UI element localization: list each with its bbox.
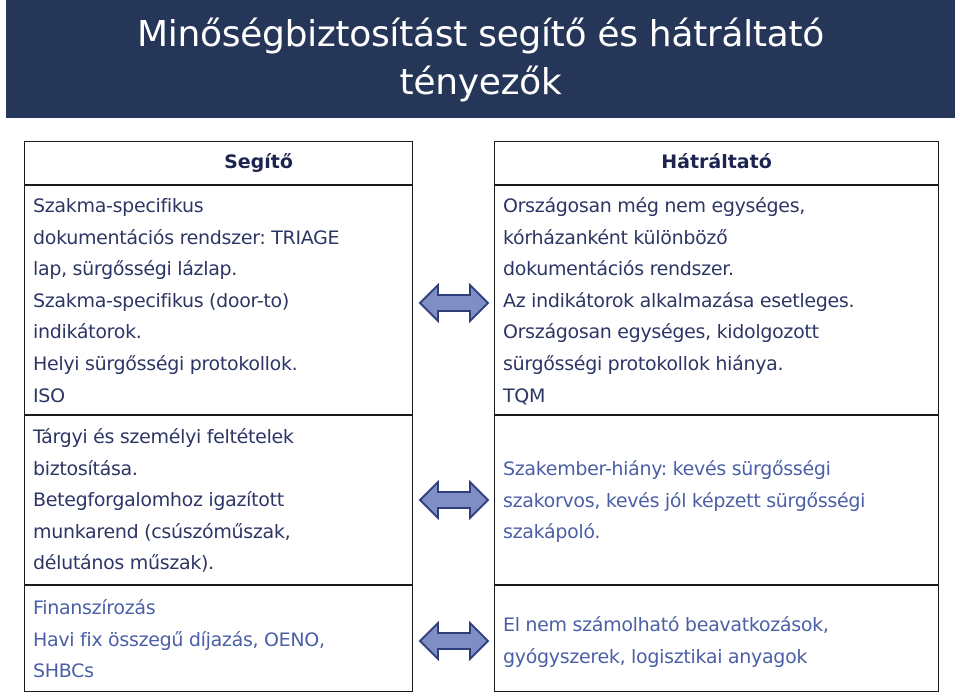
left-block-2 <box>24 415 413 585</box>
list-item: dokumentációs rendszer: TRIAGE <box>33 226 340 249</box>
list-item: szakápoló. <box>503 521 601 544</box>
left-header-box <box>24 141 413 185</box>
list-item: Finanszírozás <box>33 597 156 619</box>
double-arrow-icon <box>418 282 490 324</box>
list-item: Országosan egységes, kidolgozott <box>503 321 819 344</box>
list-item: Helyi sürgősségi protokollok. <box>33 352 298 375</box>
list-item: délutános műszak). <box>33 552 214 575</box>
title-line-1: Minőségbiztosítást segítő és hátráltató <box>137 14 824 55</box>
list-item: gyógyszerek, logisztikai anyagok <box>503 645 808 668</box>
list-item: Szakma-specifikus (door-to) <box>33 289 289 312</box>
list-item: Szakember-hiány: kevés sürgősségi <box>503 458 831 480</box>
list-item: SHBCs <box>33 660 94 683</box>
list-item: Havi fix összegű díjazás, OENO, <box>33 628 325 651</box>
list-item: Betegforgalomhoz igazított <box>33 489 284 512</box>
double-arrow-icon <box>418 620 490 662</box>
list-item: kórházanként különböző <box>503 226 728 249</box>
left-block-3 <box>24 585 413 692</box>
list-item: TQM <box>503 384 546 407</box>
list-item: ISO <box>33 384 65 407</box>
right-header-box <box>494 141 939 185</box>
list-item: sürgősségi protokollok hiánya. <box>503 352 784 375</box>
list-item: indikátorok. <box>33 321 142 344</box>
right-header: Hátráltató <box>661 151 772 173</box>
list-item: Az indikátorok alkalmazása esetleges. <box>503 289 855 312</box>
slide-title <box>6 0 955 118</box>
title-line-2: tényezők <box>399 62 562 103</box>
list-item: szakorvos, kevés jól képzett sürgősségi <box>503 489 866 512</box>
list-item: El nem számolható beavatkozások, <box>503 614 829 636</box>
list-item: Szakma-specifikus <box>33 195 204 217</box>
right-block-2 <box>494 415 939 585</box>
double-arrow-icon <box>418 479 490 521</box>
list-item: munkarend (csúszóműszak, <box>33 520 291 543</box>
left-block-1 <box>24 185 413 415</box>
list-item: dokumentációs rendszer. <box>503 258 734 281</box>
right-block-3 <box>494 585 939 692</box>
list-item: Tárgyi és személyi feltételek <box>33 426 294 448</box>
list-item: lap, sürgősségi lázlap. <box>33 258 238 281</box>
right-block-1 <box>494 185 939 415</box>
list-item: biztosítása. <box>33 457 138 480</box>
left-header: Segítő <box>224 151 293 173</box>
list-item: Országosan még nem egységes, <box>503 195 806 217</box>
